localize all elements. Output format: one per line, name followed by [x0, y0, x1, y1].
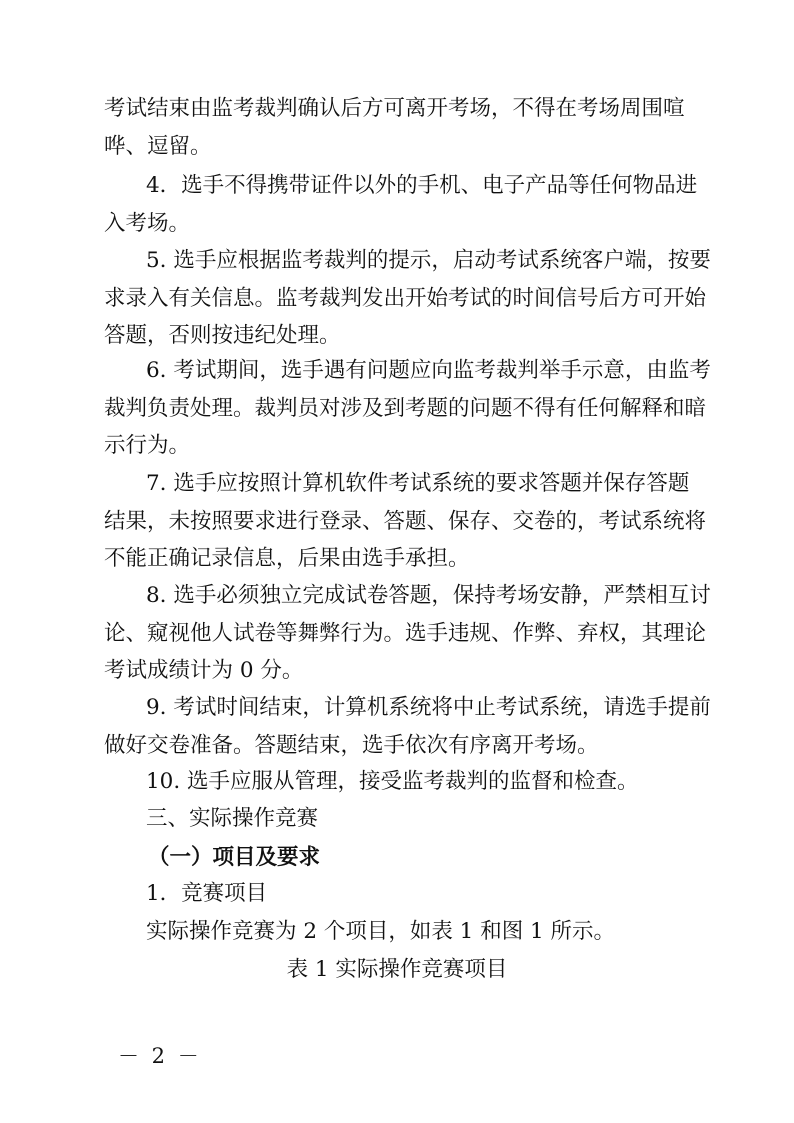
rule-item-6: 6. 考试期间，选手遇有问题应向监考裁判举手示意，由监考: [146, 358, 711, 383]
rule-item-5: 5. 选手应根据监考裁判的提示，启动考试系统客户端，按要: [146, 248, 711, 273]
subsection-heading: （一）项目及要求: [148, 845, 321, 870]
paragraph-line: 哗、逗留。: [104, 134, 212, 159]
paragraph-line: 考试结束由监考裁判确认后方可离开考场，不得在考场周围喧: [104, 96, 685, 121]
rule-item-8: 8. 选手必须独立完成试卷答题，保持考场安静，严禁相互讨: [146, 583, 711, 608]
paragraph-line: 答题，否则按违纪处理。: [104, 323, 341, 348]
paragraph-line: 做好交卷准备。答题结束，选手依次有序离开考场。: [104, 733, 599, 758]
paragraph-line: 求录入有关信息。监考裁判发出开始考试的时间信号后方可开始: [104, 286, 707, 311]
paragraph-line: 示行为。: [104, 433, 191, 458]
paragraph-line: 结果，未按照要求进行登录、答题、保存、交卷的，考试系统将: [104, 509, 707, 534]
rule-item-9: 9. 考试时间结束，计算机系统将中止考试系统，请选手提前: [146, 695, 711, 720]
section-heading: 三、实际操作竞赛: [146, 806, 319, 831]
paragraph-line: 入考场。: [104, 211, 191, 236]
rule-item-4: 4．选手不得携带证件以外的手机、电子产品等任何物品进: [146, 173, 698, 198]
paragraph-line: 裁判负责处理。裁判员对涉及到考题的问题不得有任何解释和暗: [104, 396, 707, 421]
paragraph-line: 不能正确记录信息，后果由选手承担。: [104, 546, 470, 571]
rule-item-7: 7. 选手应按照计算机软件考试系统的要求答题并保存答题: [146, 471, 690, 496]
paragraph-line: 考试成绩计为 0 分。: [104, 658, 304, 683]
paragraph-line: 论、窥视他人试卷等舞弊行为。选手违规、作弊、弃权，其理论: [104, 621, 707, 646]
page-number: － 2 －: [118, 1044, 202, 1068]
item-heading: 1．竞赛项目: [146, 881, 268, 906]
table-caption: 表 1 实际操作竞赛项目: [286, 957, 508, 982]
rule-item-10: 10. 选手应服从管理，接受监考裁判的监督和检查。: [146, 769, 639, 794]
paragraph-line: 实际操作竞赛为 2 个项目，如表 1 和图 1 所示。: [146, 919, 616, 944]
